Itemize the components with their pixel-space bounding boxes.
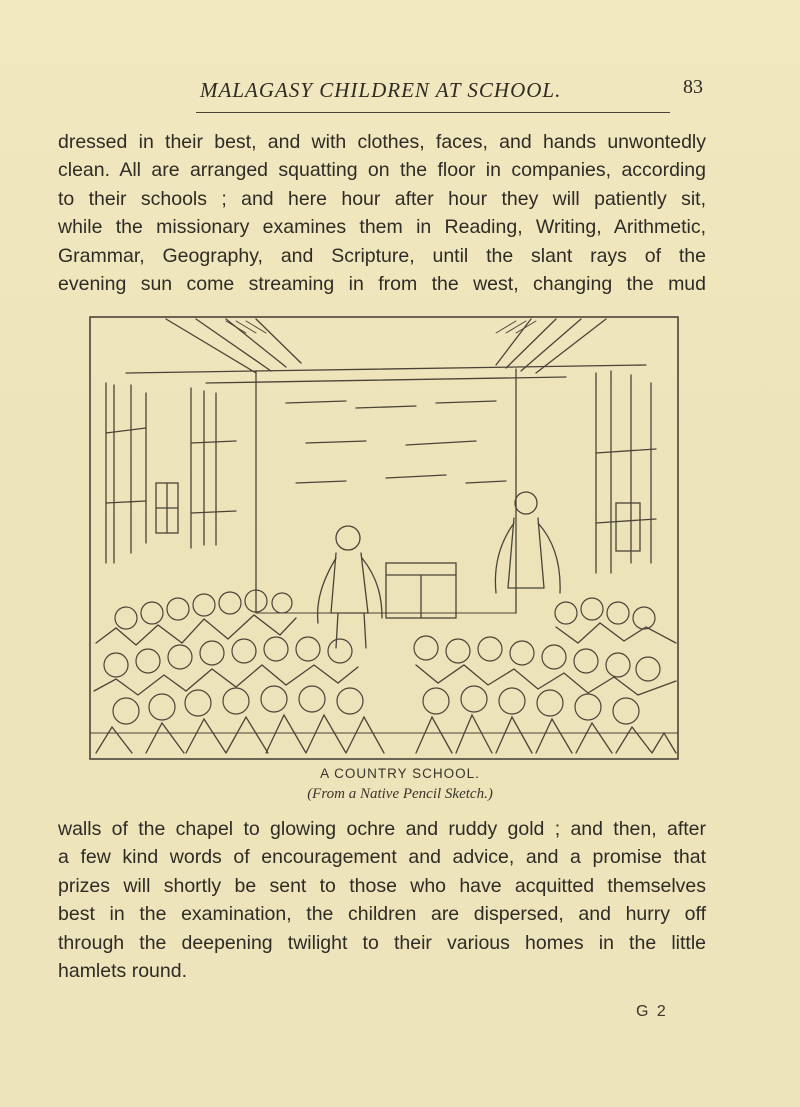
running-title: MALAGASY CHILDREN AT SCHOOL. <box>200 78 562 102</box>
paragraph-bottom <box>58 815 706 985</box>
text-line: best in the examination, the children are dispersed, and hurry off <box>58 903 706 926</box>
text-line: through the deepening twilight to their various homes in the little <box>58 931 706 954</box>
text-line: clean. All are arranged squatting on the floor in companies, according <box>58 159 706 182</box>
text-line: to their schools ; and here hour after hour they will patiently sit, <box>58 187 706 210</box>
text-line: prizes will shortly be sent to those who have acquitted themselves <box>58 874 706 897</box>
country-school-sketch <box>86 313 682 763</box>
text-line: while the missionary examines them in Reading, Writing, Arithmetic, <box>58 216 706 239</box>
text-line: Grammar, Geography, and Scripture, until the slant rays of the <box>58 244 706 267</box>
text-line: evening sun come streaming in from the west, changing the mud <box>58 273 706 296</box>
text-line: dressed in their best, and with clothes, faces, and hands unwontedly <box>58 131 706 153</box>
signature-mark: G 2 <box>636 1003 668 1020</box>
text-line: walls of the chapel to glowing ochre and ruddy gold ; and then, after <box>58 818 706 840</box>
text-line: a few kind words of encouragement and advice, and a promise that <box>58 846 706 869</box>
page-number: 83 <box>683 76 703 98</box>
figure-credit: (From a Native Pencil Sketch.) <box>307 786 493 802</box>
figure-caption: A COUNTRY SCHOOL. <box>320 766 480 781</box>
text-line: hamlets round. <box>58 960 187 983</box>
header-rule <box>196 112 670 113</box>
paragraph-top <box>58 128 706 298</box>
